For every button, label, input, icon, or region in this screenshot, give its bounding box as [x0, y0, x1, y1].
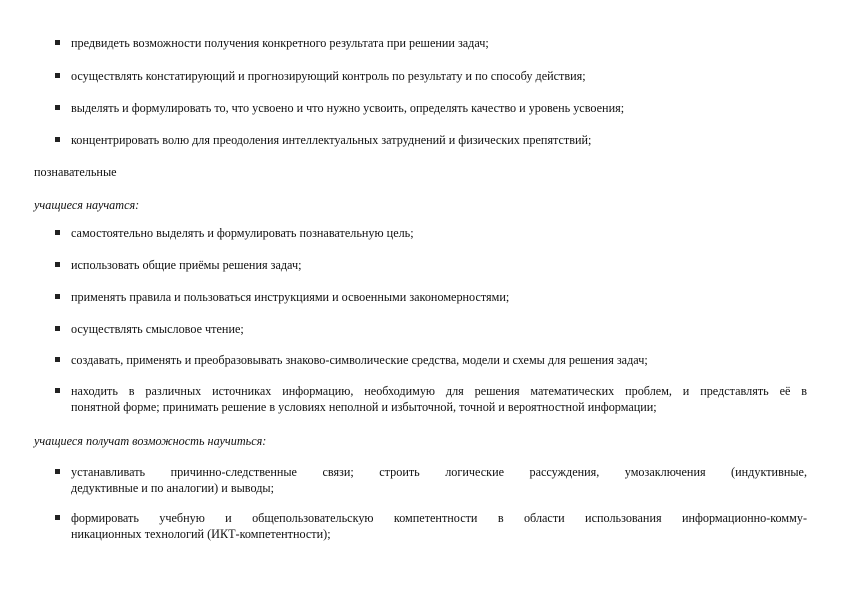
- bullet-icon: [55, 262, 60, 267]
- section-heading: познавательные: [34, 165, 117, 179]
- list-item-line: дедуктивные и по аналогии) и выводы;: [71, 481, 274, 495]
- list-item-line: находить в различных источниках информацию, необходимую для решения математических проблем, и представлять её в: [71, 384, 807, 398]
- list-item: самостоятельно выделять и формулировать познавательную цель;: [71, 226, 414, 240]
- list-item: создавать, применять и преобразовывать знаково-символические средства, модели и схемы для решения задач;: [71, 353, 648, 367]
- list-item: выделять и формулировать то, что усвоено и что нужно усвоить, определять качество и уровень усвоения;: [71, 101, 625, 115]
- subheading-opportunity: учащиеся получат возможность научиться:: [34, 434, 267, 448]
- list-item-line: формировать учебную и общепользовательскую компетентности в области использования информационно-комму-: [71, 511, 807, 525]
- bullet-icon: [55, 230, 60, 235]
- list-item: [71, 510, 807, 542]
- bullet-icon: [55, 40, 60, 45]
- bullet-icon: [55, 515, 60, 520]
- bullet-icon: [55, 388, 60, 393]
- bullet-icon: [55, 105, 60, 110]
- list-item: использовать общие приёмы решения задач;: [71, 258, 302, 272]
- list-item: осуществлять смысловое чтение;: [71, 322, 244, 336]
- list-item-line: устанавливать причинно-следственные связи; строить логические рассуждения, умозаключения (индуктивные,: [71, 465, 807, 479]
- bullet-icon: [55, 357, 60, 362]
- subheading-learn: учащиеся научатся:: [34, 198, 140, 212]
- bullet-icon: [55, 469, 60, 474]
- bullet-icon: [55, 326, 60, 331]
- list-item: применять правила и пользоваться инструкциями и освоенными закономерностями;: [71, 290, 510, 304]
- list-item-line: никационных технологий (ИКТ-компетентности);: [71, 527, 331, 541]
- list-item: [71, 383, 807, 415]
- list-item: предвидеть возможности получения конкретного результата при решении задач;: [71, 36, 489, 50]
- list-item: осуществлять констатирующий и прогнозирующий контроль по результату и по способу действия;: [71, 69, 586, 83]
- bullet-icon: [55, 73, 60, 78]
- list-item-line: понятной форме; принимать решение в условиях неполной и избыточной, точной и вероятностной информации;: [71, 400, 657, 414]
- list-item: концентрировать волю для преодоления интеллектуальных затруднений и физических препятствий;: [71, 133, 592, 147]
- list-item: [71, 464, 807, 496]
- bullet-icon: [55, 137, 60, 142]
- bullet-icon: [55, 294, 60, 299]
